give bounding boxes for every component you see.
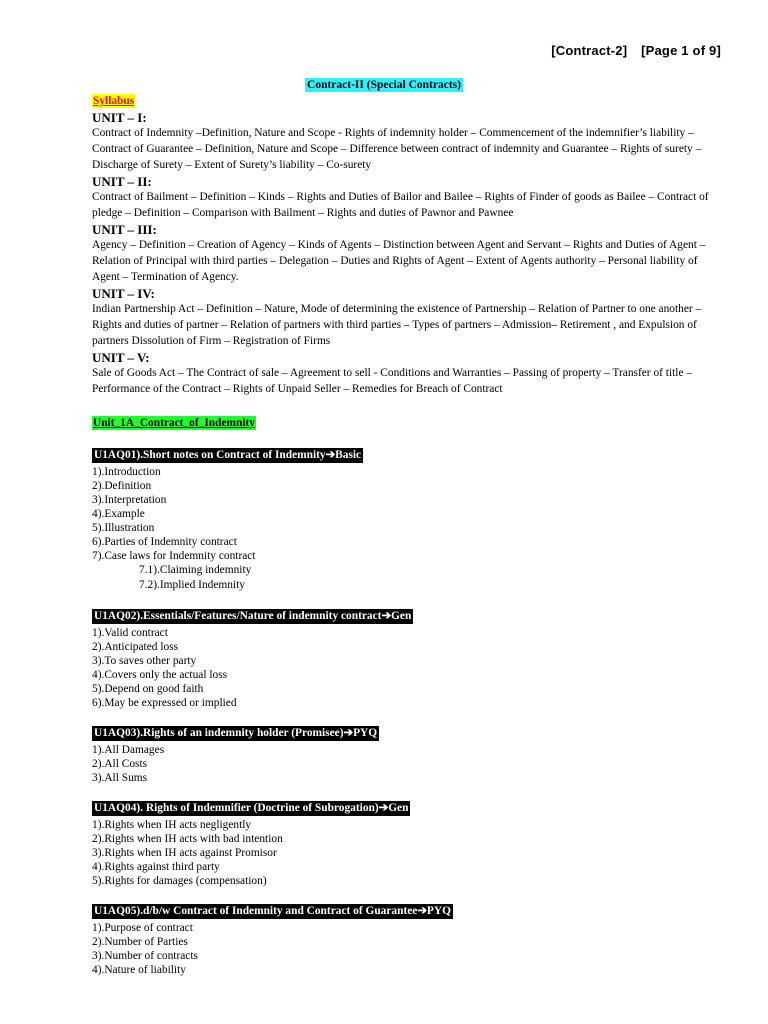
question-title: U1AQ03).Rights of an indemnity holder (Promisee)➔PYQ bbox=[94, 727, 378, 739]
question-block bbox=[92, 726, 724, 785]
answer-point: 3).To saves other party bbox=[92, 655, 197, 667]
answer-point: 6).May be expressed or implied bbox=[92, 697, 237, 709]
question-title: U1AQ05).d/b/w Contract of Indemnity and Contract of Guarantee➔PYQ bbox=[94, 905, 451, 917]
answer-points bbox=[92, 743, 724, 785]
unit-description: Contract of Bailment – Definition – Kinds – Rights and Duties of Bailor and Bailee – Rights of Finder of goods as Bailee – Contract of pledge – Definition – Comparison with Bailment – Rights and duties of Pawnor and Pawnee bbox=[92, 191, 709, 219]
answer-points bbox=[92, 626, 724, 710]
answer-points bbox=[92, 818, 724, 888]
answer-point: 2).All Costs bbox=[92, 758, 148, 770]
answer-point: 4).Covers only the actual loss bbox=[92, 669, 228, 681]
answer-point: 2).Definition bbox=[92, 480, 152, 492]
syllabus-section bbox=[92, 94, 724, 397]
answer-point: 5).Illustration bbox=[92, 522, 155, 534]
answer-point: 3).Rights when IH acts against Promisor bbox=[92, 847, 277, 859]
answer-point: 3).Number of contracts bbox=[92, 950, 198, 962]
answer-point: 5).Depend on good faith bbox=[92, 683, 204, 695]
question-block bbox=[92, 904, 724, 977]
answer-point: 2).Anticipated loss bbox=[92, 641, 179, 653]
question-block bbox=[92, 448, 724, 593]
answer-point: 7).Case laws for Indemnity contract bbox=[92, 550, 256, 562]
unit-description: Indian Partnership Act – Definition – Nature, Mode of determining the existence of Partnership – Relation of Partner to one another – Rights and duties of partner – Relation of partners with third parties – Types of partners – Admission– Retirement , and Expulsion of partners Dissolution of Firm – Registration of Firms bbox=[92, 303, 702, 347]
answer-point: 4).Nature of liability bbox=[92, 964, 186, 976]
answer-point: 4).Rights against third party bbox=[92, 861, 220, 873]
question-list bbox=[92, 448, 724, 977]
doc-reference: [Contract-2] bbox=[551, 43, 628, 58]
question-title: U1AQ01).Short notes on Contract of Indemnity➔Basic bbox=[94, 449, 362, 461]
answer-points bbox=[92, 921, 724, 977]
title-row bbox=[0, 78, 768, 92]
answer-subpoint: 7.2).Implied Indemnity bbox=[139, 579, 245, 591]
answer-point: 3).Interpretation bbox=[92, 494, 167, 506]
document-body bbox=[92, 94, 724, 977]
unit-heading: UNIT – III: bbox=[92, 222, 157, 237]
unit-heading: UNIT – IV: bbox=[92, 286, 155, 301]
unit-description: Agency – Definition – Creation of Agency – Kinds of Agents – Distinction between Agent and Servant – Rights and Duties of Agent – Relation of Principal with third parties – Delegation – Duties and Rights of Agent – Extent of Agents authority – Personal liability of Agent – Termination of Agency. bbox=[92, 239, 706, 283]
page-reference: [Page 1 of 9] bbox=[641, 43, 721, 58]
answer-point: 1).Introduction bbox=[92, 466, 161, 478]
page-header bbox=[551, 44, 721, 58]
question-block bbox=[92, 609, 724, 710]
answer-points bbox=[92, 465, 724, 593]
unit-heading: UNIT – V: bbox=[92, 350, 150, 365]
answer-point: 2).Rights when IH acts with bad intention bbox=[92, 833, 283, 845]
unit-description: Contract of Indemnity –Definition, Nature and Scope - Rights of indemnity holder – Commencement of the indemnifier’s liability – Contract of Guarantee – Definition, Nature and Scope – Difference between contract of indemnity and Guarantee – Rights of surety – Discharge of Surety – Extent of Surety’s liability – Co-surety bbox=[92, 127, 702, 171]
question-title: U1AQ02).Essentials/Features/Nature of indemnity contract➔Gen bbox=[94, 610, 412, 622]
unit-heading: UNIT – I: bbox=[92, 110, 147, 125]
document-title: Contract-II (Special Contracts) bbox=[307, 79, 461, 91]
question-title: U1AQ04). Rights of Indemnifier (Doctrine of Subrogation)➔Gen bbox=[94, 802, 409, 814]
section-label: Unit_1A_Contract_of_Indemnity bbox=[93, 417, 255, 429]
answer-point: 1).Purpose of contract bbox=[92, 922, 193, 934]
syllabus-units bbox=[92, 110, 724, 397]
answer-point: 3).All Sums bbox=[92, 772, 148, 784]
answer-point: 1).All Damages bbox=[92, 744, 165, 756]
unit-heading: UNIT – II: bbox=[92, 174, 152, 189]
answer-point: 1).Valid contract bbox=[92, 627, 168, 639]
question-block bbox=[92, 801, 724, 888]
syllabus-label: Syllabus bbox=[93, 95, 135, 107]
answer-point: 4).Example bbox=[92, 508, 145, 520]
unit-description: Sale of Goods Act – The Contract of sale – Agreement to sell - Conditions and Warranties – Passing of property – Transfer of title – Performance of the Contract – Rights of Unpaid Seller – Remedies for Breach of Contract bbox=[92, 367, 693, 395]
answer-point: 1).Rights when IH acts negligently bbox=[92, 819, 252, 831]
answer-subpoint: 7.1).Claiming indemnity bbox=[139, 564, 252, 576]
answer-point: 6).Parties of Indemnity contract bbox=[92, 536, 237, 548]
answer-point: 5).Rights for damages (compensation) bbox=[92, 875, 267, 887]
answer-point: 2).Number of Parties bbox=[92, 936, 188, 948]
